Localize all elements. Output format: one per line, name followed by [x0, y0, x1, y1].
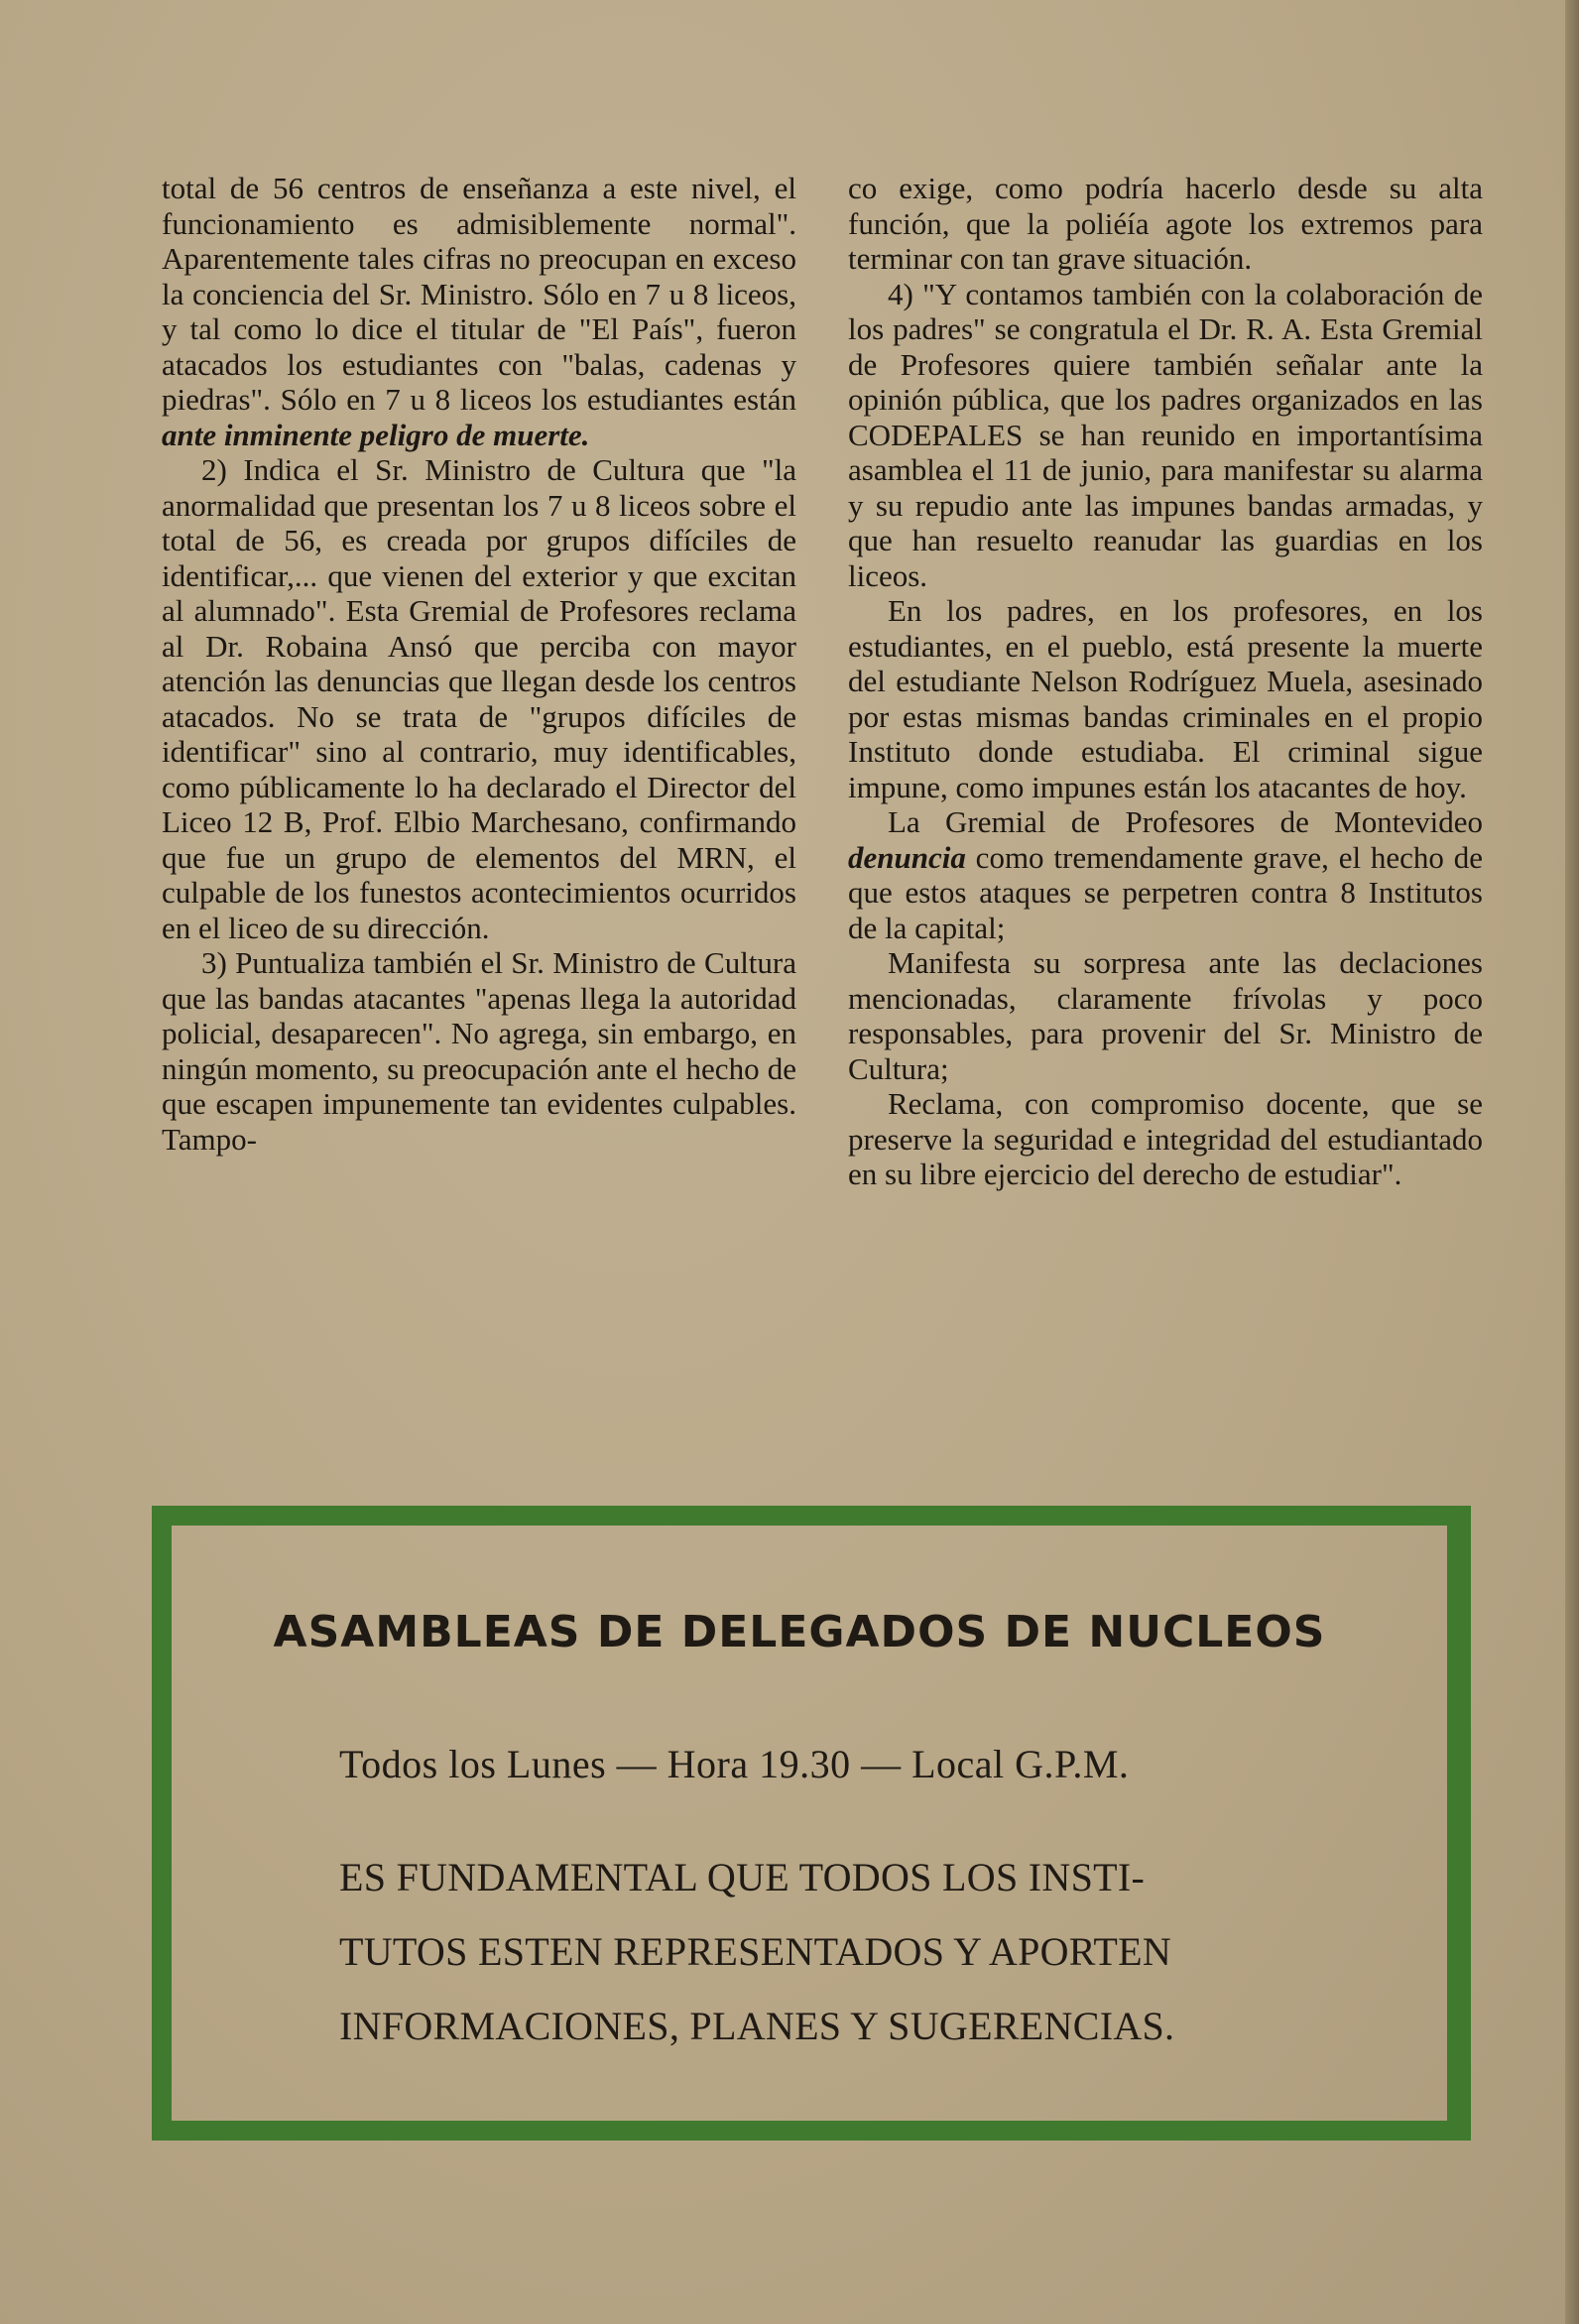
- left-paragraph-1-emphasis: ante inminente peligro de muerte.: [162, 417, 590, 452]
- right-paragraph-5: Manifesta su sorpresa ante las declaciones mencionadas, claramente frívolas y poco responsables, para provenir del Sr. Ministro de Cultura;: [848, 945, 1483, 1086]
- left-text-column: [162, 171, 796, 1157]
- right-paragraph-6: Reclama, con compromiso docente, que se preserve la seguridad e integridad del estudiantado en su libre ejercicio del derecho de estudiar".: [848, 1086, 1483, 1191]
- notice-body-line-3: INFORMACIONES, PLANES Y SUGERENCIAS.: [339, 2004, 1175, 2048]
- right-paragraph-4: [848, 804, 1483, 945]
- right-text-column: [848, 171, 1483, 1192]
- right-paragraph-4-text-a: La Gremial de Profesores de Montevideo: [888, 804, 1483, 839]
- left-paragraph-1-text: total de 56 centros de enseñanza a este nivel, el funcionamiento es admisiblemente normal". Aparentemente tales cifras no preocupan en exceso la conciencia del Sr. Ministro. Sólo en 7 u 8 liceos, y tal como lo dice el titular de "El País", fueron atacados los estudiantes con "balas, cadenas y piedras". Sólo en 7 u 8 liceos los estudiantes están: [162, 171, 796, 417]
- notice-body-line-1: ES FUNDAMENTAL QUE TODOS LOS INSTI-: [339, 1855, 1146, 1899]
- right-paragraph-1: co exige, como podría hacerlo desde su alta función, que la poliéía agote los extremos para terminar con tan grave situación.: [848, 171, 1483, 276]
- notice-schedule: Todos los Lunes — Hora 19.30 — Local G.P.M.: [339, 1742, 1130, 1786]
- notice-body-line-2: TUTOS ESTEN REPRESENTADOS Y APORTEN: [339, 1929, 1172, 1974]
- left-paragraph-2: 2) Indica el Sr. Ministro de Cultura que "la anormalidad que presentan los 7 u 8 liceos sobre el total de 56, es creada por grupos difíciles de identificar,... que vienen del exterior y que excitan al alumnado". Esta Gremial de Profesores reclama al Dr. Robaina Ansó que perciba con mayor atención las denuncias que llegan desde los centros atacados. No se trata de "grupos difíciles de identificar" sino al contrario, muy identificables, como públicamente lo ha declarado el Director del Liceo 12 B, Prof. Elbio Marchesano, confirmando que fue un grupo de elementos del MRN, el culpable de los funestos acontecimientos ocurridos en el liceo de su dirección.: [162, 452, 796, 945]
- notice-body: [339, 1840, 1311, 2063]
- right-paragraph-4-emphasis: denuncia: [848, 839, 966, 875]
- right-paragraph-3: En los padres, en los profesores, en los estudiantes, en el pueblo, está presente la muerte del estudiante Nelson Rodríguez Muela, asesinado por estas mismas bandas criminales en el propio Instituto donde estudiaba. El criminal sigue impune, como impunes están los atacantes de hoy.: [848, 593, 1483, 804]
- left-paragraph-1: [162, 171, 796, 452]
- notice-title: ASAMBLEAS DE DELEGADOS DE NUCLEOS: [273, 1607, 1326, 1657]
- right-paragraph-4-text-b: como tremendamente grave, el hecho de que estos ataques se perpetren contra 8 Institutos de la capital;: [848, 839, 1483, 945]
- right-paragraph-2: 4) "Y contamos también con la colaboración de los padres" se congratula el Dr. R. A. Esta Gremial de Profesores quiere también señalar ante la opinión pública, que los padres organizados en las CODEPALES se han reunido en importantísima asamblea el 11 de junio, para manifestar su alarma y su repudio ante las impunes bandas armadas, y que han resuelto reanudar las guardias en los liceos.: [848, 276, 1483, 593]
- left-paragraph-3: 3) Puntualiza también el Sr. Ministro de Cultura que las bandas atacantes "apenas llega la autoridad policial, desaparecen". No agrega, sin embargo, en ningún momento, su preocupación ante el hecho de que escapen impunemente tan evidentes culpables. Tampo-: [162, 945, 796, 1157]
- page-edge-shadow: [1565, 0, 1579, 2324]
